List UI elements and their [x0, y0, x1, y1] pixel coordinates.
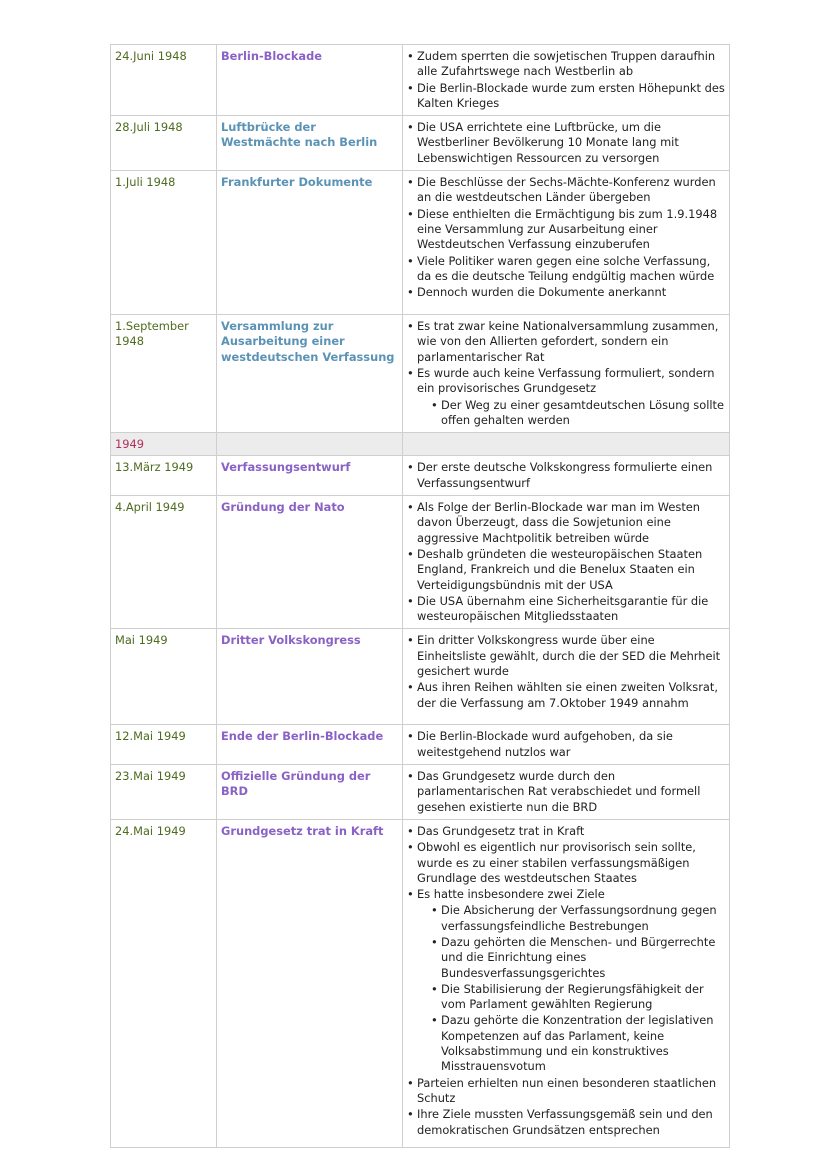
list-item: • Das Grundgesetz wurde durch den parlamentarischen Rat verabschiedet und formell gesehen existierte nun die BRD [407, 769, 725, 815]
list-item: • Die USA errichtete eine Luftbrücke, um die Westberliner Bevölkerung 10 Monate lang mit Lebenswichtigen Ressourcen zu versorgen [407, 120, 725, 166]
list-item: • Es trat zwar keine Nationalversammlung zusammen, wie von den Allierten gefordert, sondern ein parlamentarischer Rat [407, 319, 725, 365]
row-notes [403, 496, 730, 629]
row-date: Mai 1949 [111, 629, 217, 725]
table-row [111, 171, 730, 315]
row-title: Verfassungsentwurf [217, 456, 403, 496]
list-item: • Die Berlin-Blockade wurd aufgehoben, da sie weitestgehend nutzlos war [407, 729, 725, 760]
row-title: Grundgesetz trat in Kraft [217, 819, 403, 1147]
list-item: • Als Folge der Berlin-Blockade war man im Westen davon Überzeugt, dass die Sowjetunion eine aggressive Machtpolitik betreiben würde [407, 500, 725, 546]
row-title: Luftbrücke der Westmächte nach Berlin [217, 116, 403, 171]
list-item: • Aus ihren Reihen wählten sie einen zweiten Volksrat, der die Verfassung am 7.Oktober 1949 annahm [407, 680, 725, 711]
row-notes [403, 116, 730, 171]
list-item: • Zudem sperrten die sowjetischen Truppen daraufhin alle Zufahrtswege nach Westberlin ab [407, 49, 725, 80]
table-row [111, 629, 730, 725]
list-item: • Parteien erhielten nun einen besonderen staatlichen Schutz [407, 1076, 725, 1107]
table-row [111, 116, 730, 171]
list-item: • Obwohl es eigentlich nur provisorisch sein sollte, wurde es zu einer stabilen verfassungsmäßigen Grundlage des westdeutschen Staates [407, 840, 725, 886]
list-item: • Es hatte insbesondere zwei Ziele [407, 887, 725, 902]
row-date: 23.Mai 1949 [111, 765, 217, 820]
list-item: • Dazu gehörte die Konzentration der legislativen Kompetenzen auf das Parlament, keine Volksabstimmung und ein konstruktives Misstrauensvotum [431, 1013, 725, 1074]
timeline-table [110, 44, 730, 1148]
table-row [111, 315, 730, 433]
row-date: 24.Mai 1949 [111, 819, 217, 1147]
list-item: • Die Beschlüsse der Sechs-Mächte-Konferenz wurden an die westdeutschen Länder übergeben [407, 175, 725, 206]
list-item: • Die Absicherung der Verfassungsordnung gegen verfassungsfeindliche Bestrebungen [431, 903, 725, 934]
row-notes [403, 171, 730, 315]
list-item: • Viele Politiker waren gegen eine solche Verfassung, da es die deutsche Teilung endgültig machen würde [407, 254, 725, 285]
row-date: 4.April 1949 [111, 496, 217, 629]
table-row [111, 819, 730, 1147]
list-item: • Diese enthielten die Ermächtigung bis zum 1.9.1948 eine Versammlung zur Ausarbeitung einer Westdeutschen Verfassung einzuberufen [407, 207, 725, 253]
list-item: • Die USA übernahm eine Sicherheitsgarantie für die westeuropäischen Mitgliedsstaaten [407, 594, 725, 625]
year-row-cell [403, 433, 730, 456]
list-item: • Dennoch wurden die Dokumente anerkannt [407, 285, 725, 300]
list-item: • Dazu gehörten die Menschen- und Bürgerrechte und die Einrichtung eines Bundesverfassungsgerichtes [431, 935, 725, 981]
year-label: 1949 [111, 433, 217, 456]
row-title: Versammlung zur Ausarbeitung einer westdeutschen Verfassung [217, 315, 403, 433]
list-item: • Deshalb gründeten die westeuropäischen Staaten England, Frankreich und die Benelux Staaten ein Verteidigungsbündnis mit der USA [407, 547, 725, 593]
row-date: 28.Juli 1948 [111, 116, 217, 171]
row-title: Dritter Volkskongress [217, 629, 403, 725]
row-notes [403, 45, 730, 116]
row-title: Ende der Berlin-Blockade [217, 725, 403, 765]
row-date: 12.Mai 1949 [111, 725, 217, 765]
list-item: • Die Stabilisierung der Regierungsfähigkeit der vom Parlament gewählten Regierung [431, 982, 725, 1013]
year-row-cell [217, 433, 403, 456]
table-row [111, 456, 730, 496]
row-notes [403, 725, 730, 765]
row-date: 1.September 1948 [111, 315, 217, 433]
list-item: • Das Grundgesetz trat in Kraft [407, 824, 725, 839]
list-item: • Die Berlin-Blockade wurde zum ersten Höhepunkt des Kalten Krieges [407, 81, 725, 112]
row-notes [403, 765, 730, 820]
list-item: • Ihre Ziele mussten Verfassungsgemäß sein und den demokratischen Grundsätzen entsprechen [407, 1107, 725, 1138]
table-row [111, 496, 730, 629]
table-row [111, 725, 730, 765]
list-item: • Der Weg zu einer gesamtdeutschen Lösung sollte offen gehalten werden [431, 398, 725, 429]
list-item: • Es wurde auch keine Verfassung formuliert, sondern ein provisorisches Grundgesetz [407, 366, 725, 397]
row-notes [403, 819, 730, 1147]
row-title: Berlin-Blockade [217, 45, 403, 116]
row-title: Frankfurter Dokumente [217, 171, 403, 315]
table-row [111, 765, 730, 820]
row-date: 1.Juli 1948 [111, 171, 217, 315]
list-item: • Der erste deutsche Volkskongress formulierte einen Verfassungsentwurf [407, 460, 725, 491]
year-row [111, 433, 730, 456]
list-item: • Ein dritter Volkskongress wurde über eine Einheitsliste gewählt, durch die der SED die Mehrheit gesichert wurde [407, 633, 725, 679]
row-notes [403, 315, 730, 433]
row-date: 13.März 1949 [111, 456, 217, 496]
row-title: Offizielle Gründung der BRD [217, 765, 403, 820]
row-notes [403, 629, 730, 725]
row-notes [403, 456, 730, 496]
row-title: Gründung der Nato [217, 496, 403, 629]
table-row [111, 45, 730, 116]
row-date: 24.Juni 1948 [111, 45, 217, 116]
